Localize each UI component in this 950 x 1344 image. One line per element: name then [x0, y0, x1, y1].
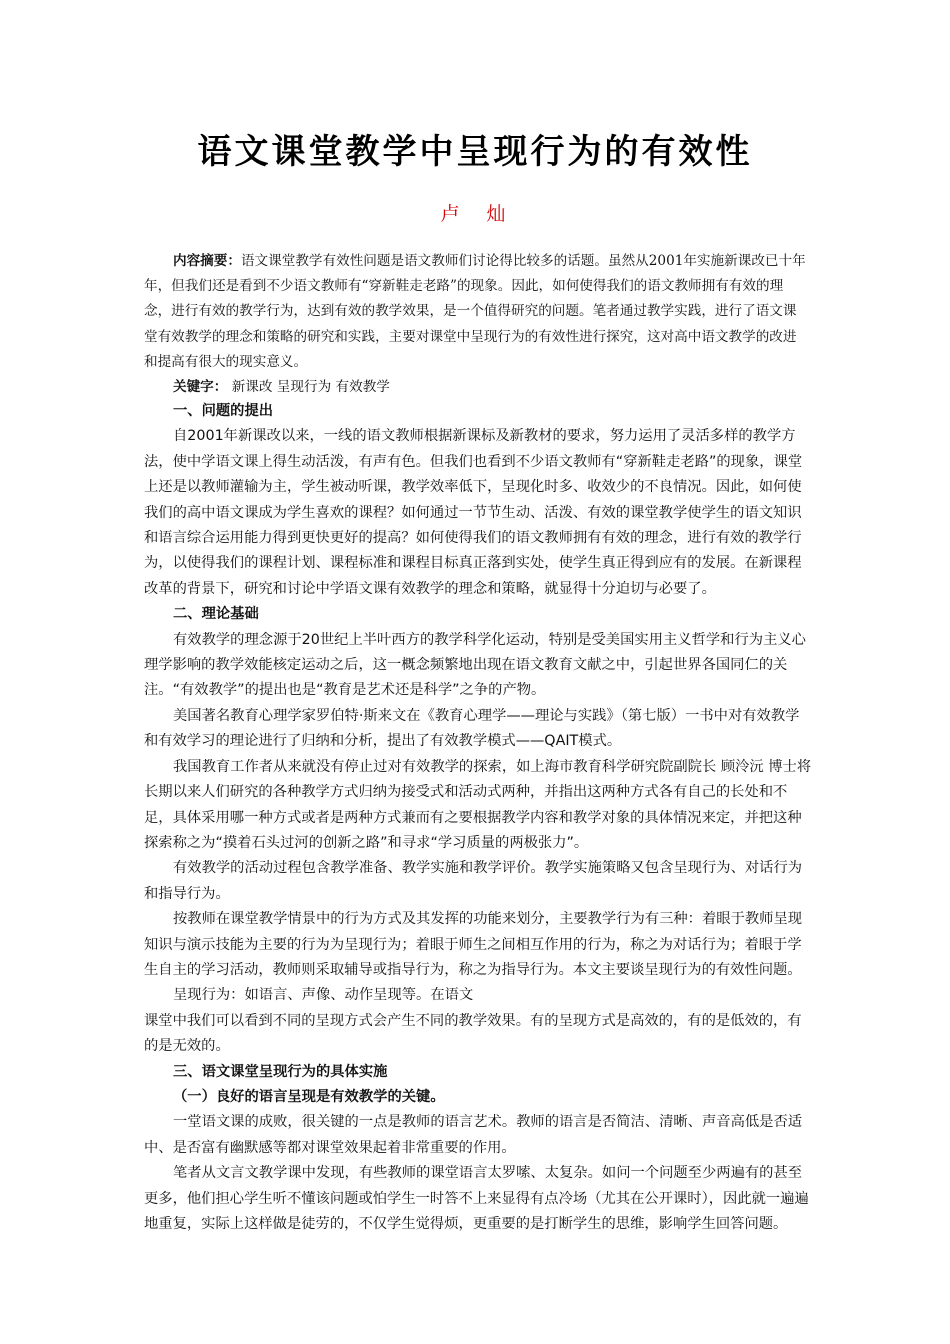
- paragraph: 课堂中我们可以看到不同的呈现方式会产生不同的教学效果。有的呈现方式是高效的，有的是低效的，有的是无效的。: [144, 1012, 802, 1055]
- paragraph: 一堂语文课的成败，很关键的一点是教师的语言艺术。教师的语言是否简洁、清晰、声音高低是否适中、是否富有幽默感等都对课堂效果起着非常重要的作用。: [144, 1114, 803, 1156]
- abstract-paragraph: [144, 249, 809, 375]
- author-name: 卢 灿: [440, 203, 510, 225]
- paragraph: 有效教学的活动过程包含教学准备、教学实施和教学评价。教学实施策略又包含呈现行为、对话行为和指导行为。: [144, 860, 803, 902]
- paragraph: 自2001年新课改以来，一线的语文教师根据新课标及新教材的要求，努力运用了灵活多样的教学方法，使中学语文课上得生动活泼，有声有色。但我们也看到不少语文教师有“穿新鞋走老路”的现象，课堂上还是以教师灌输为主，学生被动听课，教学效率低下，呈现化时多、收效少的不良情况。因此，如何使我们的高中语文课成为学生喜欢的课程？如何通过一节节生动、活泼、有效的课堂教学使学生的语文知识和语言综合运用能力得到更快更好的提高？如何使得我们的语文教师拥有有效的理念，进行有效的教学行为，以使得我们的课程计划、课程标准和课程目标真正落到实处，使学生真正得到应有的发展。在新课程改革的背景下，研究和讨论中学语文课有效教学的理念和策略，就显得十分迫切与必要了。: [144, 428, 803, 597]
- subsection-heading-1: （一）良好的语言呈现是有效教学的关键。: [173, 1088, 445, 1105]
- keywords-label: 关键字：: [173, 379, 228, 396]
- document-body: [144, 399, 812, 1237]
- keywords-line: [144, 375, 809, 400]
- paragraph: 有效教学的理念源于20世纪上半叶西方的教学科学化运动，特别是受美国实用主义哲学和行为主义心理学影响的教学效能核定运动之后，这一概念频繁地出现在语文教育文献之中，引起世界各国同仁的关注。“有效教学”的提出也是“教育是艺术还是科学”之争的产物。: [144, 631, 806, 699]
- paragraph: 笔者从文言文教学课中发现，有些教师的课堂语言太罗嗦、太复杂。如问一个问题至少两遍有的甚至更多，他们担心学生听不懂该问题或怕学生一时答不上来显得有点冷场（尤其在公开课时），因此就一遍遍地重复，实际上这样做是徒劳的，不仅学生觉得烦，更重要的是打断学生的思维，影响学生回答问题。: [144, 1165, 809, 1232]
- abstract-text: 语文课堂教学有效性问题是语文教师们讨论得比较多的话题。虽然从2001年实施新课改已十年年，但我们还是看到不少语文教师有“穿新鞋走老路”的现象。因此，如何使得我们的语文教师拥有有效的理念，进行有效的教学行为，达到有效的教学效果，是一个值得研究的问题。笔者通过教学实践，进行了语文课堂有效教学的理念和策略的研究和实践，主要对课堂中呈现行为的有效性进行探究，这对高中语文教学的改进和提高有很大的现实意义。: [144, 253, 806, 370]
- abstract-label: 内容摘要：: [173, 253, 241, 269]
- paragraph: 美国著名教育心理学家罗伯特·斯来文在《教育心理学——理论与实践》（第七版）一书中对有效教学和有效学习的理论进行了归纳和分析，提出了有效教学模式——QAIT模式。: [144, 707, 800, 750]
- paragraph: 呈现行为：如语言、声像、动作呈现等。在语文: [173, 987, 474, 1004]
- keywords-text: 新课改 呈现行为 有效教学: [231, 379, 390, 396]
- abstract-block: [144, 249, 809, 400]
- paragraph: 我国教育工作者从来就没有停止过对有效教学的探索，如上海市教育科学研究院副院长 顾泠沅 博士将长期以来人们研究的各种教学方式归纳为接受式和活动式两种，并指出这两种方式各有自己的长处和不足，具体采用哪一种方式或者是两种方式兼而有之要根据教学内容和教学对象的具体情况来定，并把这种探索称之为“摸着石头过河的创新之路”和寻求“学习质量的两极张力”。: [144, 758, 812, 851]
- section-heading-2: 二、理论基础: [173, 606, 259, 623]
- section-heading-1: 一、问题的提出: [173, 403, 274, 419]
- document-title: 语文课堂教学中呈现行为的有效性: [197, 132, 753, 172]
- paragraph: 按教师在课堂教学情景中的行为方式及其发挥的功能来划分，主要教学行为有三种：着眼于教师呈现知识与演示技能为主要的行为为呈现行为；着眼于师生之间相互作用的行为，称之为对话行为；着眼于学生自主的学习活动，教师则采取辅导或指导行为，称之为指导行为。本文主要谈呈现行为的有效性问题。: [144, 911, 803, 978]
- section-heading-3: 三、语文课堂呈现行为的具体实施: [173, 1063, 388, 1080]
